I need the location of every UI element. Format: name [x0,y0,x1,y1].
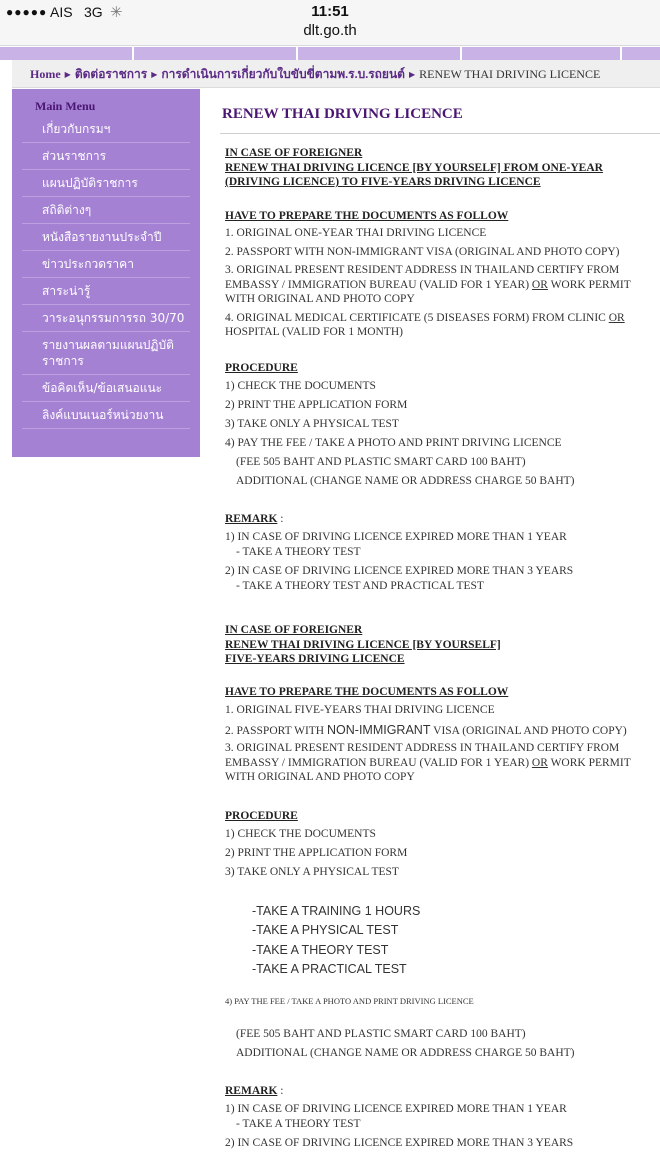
section2-doc-2-text: 2. PASSPORT WITH [225,724,325,737]
section1-step-3: 3) TAKE ONLY A PHYSICAL TEST [225,418,399,430]
breadcrumb-arrow-icon: ▶ [151,70,158,79]
breadcrumb [12,60,660,88]
section1-doc-3-text-b: WORK PERMIT WITH ORIGINAL AND PHOTO COPY [225,278,631,305]
section1-doc-2: 2. PASSPORT WITH NON-IMMIGRANT VISA (ORIGINAL AND PHOTO COPY) [225,245,620,258]
sidebar-item-action-plan[interactable]: แผนปฏิบัติราชการ [22,170,190,197]
section2-test-1: -TAKE A TRAINING 1 HOURS [252,903,421,918]
sidebar-item-knowledge[interactable]: สาระน่ารู้ [22,278,190,305]
section2-remark-colon: : [280,1084,284,1097]
sidebar-item-about[interactable]: เกี่ยวกับกรมฯ [22,116,190,143]
section2-remark [225,1084,657,1099]
section1-doc-1: 1. ORIGINAL ONE-YEAR THAI DRIVING LICENCE [225,227,487,239]
signal-strength-icon: ●●●●● [6,5,48,19]
section1-doc-4-or: OR [608,311,625,324]
section1-step-4: 4) PAY THE FEE / TAKE A PHOTO AND PRINT DRIVING LICENCE [225,437,562,449]
sidebar-item-annual-report[interactable]: หนังสือรายงานประจำปี [22,224,190,251]
page-title: RENEW THAI DRIVING LICENCE [222,106,463,122]
sidebar-item-statistics[interactable]: สถิติต่างๆ [22,197,190,224]
section1-doc-3-or: OR [531,278,548,291]
section1-heading: IN CASE OF FOREIGNER [225,147,363,159]
section1-remark-2-sub: - TAKE A THEORY TEST AND PRACTICAL TEST [236,579,484,592]
section1-fee: (FEE 505 BAHT AND PLASTIC SMART CARD 100 BAHT) [236,456,526,468]
section1-additional: ADDITIONAL (CHANGE NAME OR ADDRESS CHARGE 50 BAHT) [236,475,575,487]
section1-subheading: RENEW THAI DRIVING LICENCE [BY YOURSELF] FROM ONE-YEAR (DRIVING LICENCE) TO FIVE-YEARS DRIVING LICENCE [225,161,603,188]
main-menu-title: Main Menu [35,99,96,113]
carrier-name: AIS [50,4,73,20]
section2-test-2: -TAKE A PHYSICAL TEST [252,923,399,937]
section2-test-3: -TAKE A THEORY TEST [252,942,389,957]
nav-separator [620,47,622,60]
section1-procedure-heading: PROCEDURE [225,361,298,374]
main-content [220,89,660,1152]
nav-separator [460,47,462,60]
breadcrumb-current: RENEW THAI DRIVING LICENCE [419,67,601,81]
section2-step-3: 3) TAKE ONLY A PHYSICAL TEST [225,866,399,878]
section1-doc-4 [225,311,657,340]
address-bar[interactable]: dlt.go.th [303,22,357,39]
breadcrumb-contact-link[interactable]: ติดต่อราชการ [74,67,148,81]
section2-step-4: 4) PAY THE FEE / TAKE A PHOTO AND PRINT DRIVING LICENCE [225,995,474,1006]
sidebar-main-menu [12,89,200,457]
section1-doc-3 [225,263,657,307]
section1-doc-4-text-b: HOSPITAL (VALID FOR 1 MONTH) [225,326,403,338]
section2-procedure-heading: PROCEDURE [225,809,298,822]
section2-remark-2: 2) IN CASE OF DRIVING LICENCE EXPIRED MORE THAN 3 YEARS [225,1137,574,1149]
section2-doc-2-visa: NON-IMMIGRANT [327,722,431,737]
section2-subheading: RENEW THAI DRIVING LICENCE [BY YOURSELF] [225,638,501,651]
section2-remark-1: 1) IN CASE OF DRIVING LICENCE EXPIRED MORE THAN 1 YEAR [225,1103,567,1115]
section2-doc-3-or: OR [531,756,548,769]
title-divider [220,133,660,134]
section2-step-1: 1) CHECK THE DOCUMENTS [225,828,376,840]
section2-doc-2-text-b: VISA (ORIGINAL AND PHOTO COPY) [433,724,627,737]
section1-remark-colon: : [280,512,284,525]
section1-remark-2: 2) IN CASE OF DRIVING LICENCE EXPIRED MORE THAN 3 YEARS [225,565,574,577]
top-nav-strip[interactable] [0,47,660,60]
section2-heading: IN CASE OF FOREIGNER [225,624,363,636]
breadcrumb-home-link[interactable]: Home [30,67,61,81]
browser-status-bar [0,0,660,46]
section2-step-2: 2) PRINT THE APPLICATION FORM [225,847,408,859]
section1-remark-heading: REMARK [225,512,278,525]
section1-doc-4-text: 4. ORIGINAL MEDICAL CERTIFICATE (5 DISEASES FORM) FROM CLINIC [225,311,606,324]
sidebar-item-subcommittee[interactable]: วาระอนุกรรมการรถ 30/70 [22,305,190,332]
section1-remark-1: 1) IN CASE OF DRIVING LICENCE EXPIRED MORE THAN 1 YEAR [225,531,567,543]
status-time: 11:51 [311,3,349,20]
loading-spinner-icon: ✳ [110,4,123,21]
section1-docs-heading: HAVE TO PREPARE THE DOCUMENTS AS FOLLOW [225,209,509,222]
section1-remark [225,512,657,527]
section2-doc-3 [225,741,657,785]
nav-separator [132,47,134,60]
section1-step-1: 1) CHECK THE DOCUMENTS [225,380,376,392]
section2-remark-heading: REMARK [225,1084,278,1097]
section2-fee: (FEE 505 BAHT AND PLASTIC SMART CARD 100 BAHT) [236,1028,526,1040]
network-type: 3G [84,4,103,20]
section2-docs-heading: HAVE TO PREPARE THE DOCUMENTS AS FOLLOW [225,685,509,698]
section2-subheading-2: FIVE-YEARS DRIVING LICENCE [225,653,405,665]
section2-doc-1: 1. ORIGINAL FIVE-YEARS THAI DRIVING LICENCE [225,704,495,716]
section1-doc-3-text: 3. ORIGINAL PRESENT RESIDENT ADDRESS IN THAILAND CERTIFY FROM EMBASSY / IMMIGRATION BUREAU (VALID FOR 1 YEAR) [225,264,620,291]
section1-remark-1-sub: - TAKE A THEORY TEST [236,545,361,558]
breadcrumb-licence-link[interactable]: การดำเนินการเกี่ยวกับใบขับขี่ตามพ.ร.บ.รถยนต์ [161,67,405,81]
nav-separator [296,47,298,60]
sidebar-item-procurement-news[interactable]: ข่าวประกวดราคา [22,251,190,278]
section2-doc-2 [225,723,657,739]
section1-step-2: 2) PRINT THE APPLICATION FORM [225,399,408,411]
section2-remark-1-sub: - TAKE A THEORY TEST [236,1117,361,1130]
section2-additional: ADDITIONAL (CHANGE NAME OR ADDRESS CHARGE 50 BAHT) [236,1047,575,1059]
breadcrumb-arrow-icon: ▶ [408,70,416,79]
sidebar-item-feedback[interactable]: ข้อคิดเห็น/ข้อเสนอแนะ [22,375,190,402]
section2-doc-3-text-b: WORK PERMIT WITH ORIGINAL AND PHOTO COPY [225,756,631,783]
section2-doc-3-text: 3. ORIGINAL PRESENT RESIDENT ADDRESS IN THAILAND CERTIFY FROM EMBASSY / IMMIGRATION BUREAU (VALID FOR 1 YEAR) [225,742,620,769]
content-body [225,144,657,1151]
sidebar-item-departments[interactable]: ส่วนราชการ [22,143,190,170]
breadcrumb-arrow-icon: ▶ [64,70,71,79]
sidebar-item-banner-links[interactable]: ลิงค์แบนเนอร์หน่วยงาน [22,402,190,429]
section2-test-4: -TAKE A PRACTICAL TEST [252,962,407,976]
sidebar-item-plan-results[interactable]: รายงานผลตามแผนปฏิบัติราชการ [22,332,190,375]
